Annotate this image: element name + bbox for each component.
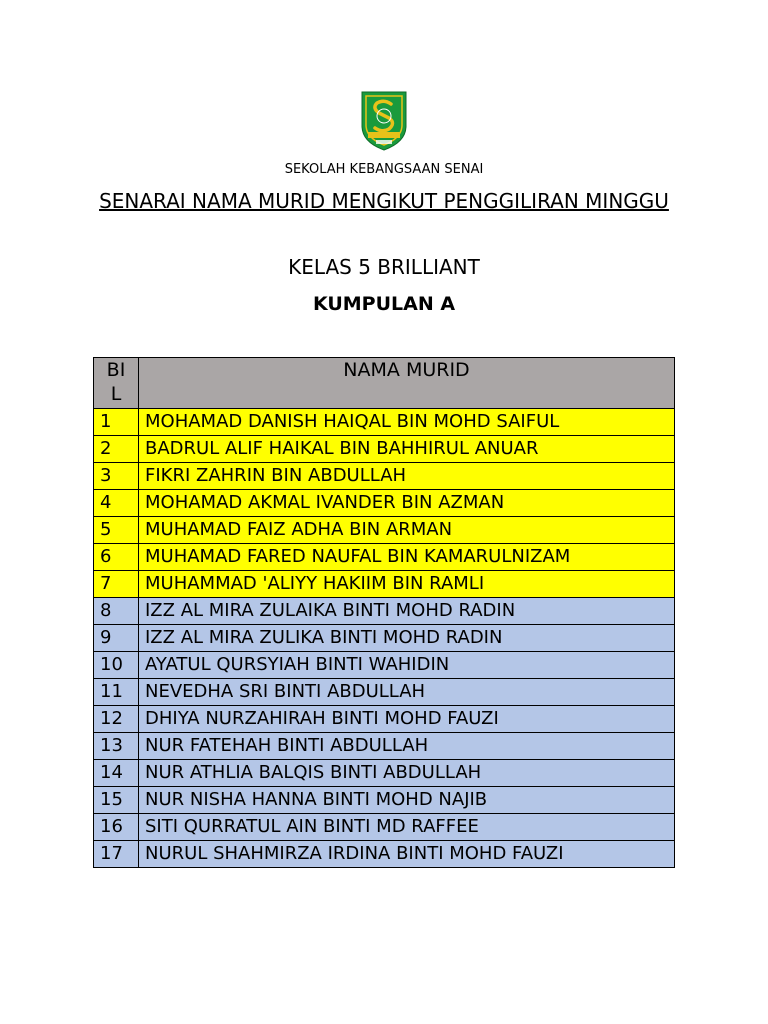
column-header-nama: NAMA MURID — [139, 358, 675, 409]
cell-bil: 7 — [94, 571, 139, 598]
cell-nama: NEVEDHA SRI BINTI ABDULLAH — [139, 679, 675, 706]
school-name: SEKOLAH KEBANGSAAN SENAI — [284, 162, 484, 177]
cell-nama: FIKRI ZAHRIN BIN ABDULLAH — [139, 463, 675, 490]
cell-nama: MUHAMMAD 'ALIYY HAKIIM BIN RAMLI — [139, 571, 675, 598]
table-row — [94, 517, 675, 544]
cell-bil: 14 — [94, 760, 139, 787]
table-row — [94, 598, 675, 625]
cell-bil: 17 — [94, 841, 139, 868]
table-row — [94, 679, 675, 706]
cell-bil: 1 — [94, 409, 139, 436]
cell-nama: DHIYA NURZAHIRAH BINTI MOHD FAUZI — [139, 706, 675, 733]
cell-nama: IZZ AL MIRA ZULIKA BINTI MOHD RADIN — [139, 625, 675, 652]
cell-bil: 11 — [94, 679, 139, 706]
cell-nama: NUR NISHA HANNA BINTI MOHD NAJIB — [139, 787, 675, 814]
table-row — [94, 733, 675, 760]
cell-nama: MUHAMAD FAIZ ADHA BIN ARMAN — [139, 517, 675, 544]
cell-bil: 4 — [94, 490, 139, 517]
student-table — [93, 357, 675, 868]
cell-bil: 10 — [94, 652, 139, 679]
table-row — [94, 841, 675, 868]
cell-nama: NUR ATHLIA BALQIS BINTI ABDULLAH — [139, 760, 675, 787]
cell-nama: NURUL SHAHMIRZA IRDINA BINTI MOHD FAUZI — [139, 841, 675, 868]
cell-nama: MOHAMAD DANISH HAIQAL BIN MOHD SAIFUL — [139, 409, 675, 436]
page-title: SENARAI NAMA MURID MENGIKUT PENGGILIRAN MINGGU — [99, 189, 669, 213]
cell-bil: 9 — [94, 625, 139, 652]
table-row — [94, 436, 675, 463]
table-row — [94, 706, 675, 733]
cell-bil: 15 — [94, 787, 139, 814]
table-header-row — [94, 358, 675, 409]
cell-bil: 6 — [94, 544, 139, 571]
cell-bil: 5 — [94, 517, 139, 544]
table-row — [94, 409, 675, 436]
cell-bil: 13 — [94, 733, 139, 760]
cell-nama: SITI QURRATUL AIN BINTI MD RAFFEE — [139, 814, 675, 841]
school-crest-icon — [358, 88, 410, 152]
cell-bil: 2 — [94, 436, 139, 463]
table-row — [94, 463, 675, 490]
class-name: KELAS 5 BRILLIANT — [288, 255, 480, 279]
table-row — [94, 544, 675, 571]
table-row — [94, 625, 675, 652]
table-row — [94, 760, 675, 787]
table-row — [94, 490, 675, 517]
cell-bil: 8 — [94, 598, 139, 625]
cell-nama: MOHAMAD AKMAL IVANDER BIN AZMAN — [139, 490, 675, 517]
cell-bil: 3 — [94, 463, 139, 490]
group-name: KUMPULAN A — [312, 293, 456, 315]
cell-bil: 12 — [94, 706, 139, 733]
cell-nama: NUR FATEHAH BINTI ABDULLAH — [139, 733, 675, 760]
table-row — [94, 814, 675, 841]
table-row — [94, 571, 675, 598]
cell-nama: BADRUL ALIF HAIKAL BIN BAHHIRUL ANUAR — [139, 436, 675, 463]
cell-nama: MUHAMAD FARED NAUFAL BIN KAMARULNIZAM — [139, 544, 675, 571]
column-header-bil: BIL — [94, 358, 139, 409]
cell-nama: AYATUL QURSYIAH BINTI WAHIDIN — [139, 652, 675, 679]
cell-nama: IZZ AL MIRA ZULAIKA BINTI MOHD RADIN — [139, 598, 675, 625]
table-row — [94, 652, 675, 679]
table-row — [94, 787, 675, 814]
cell-bil: 16 — [94, 814, 139, 841]
